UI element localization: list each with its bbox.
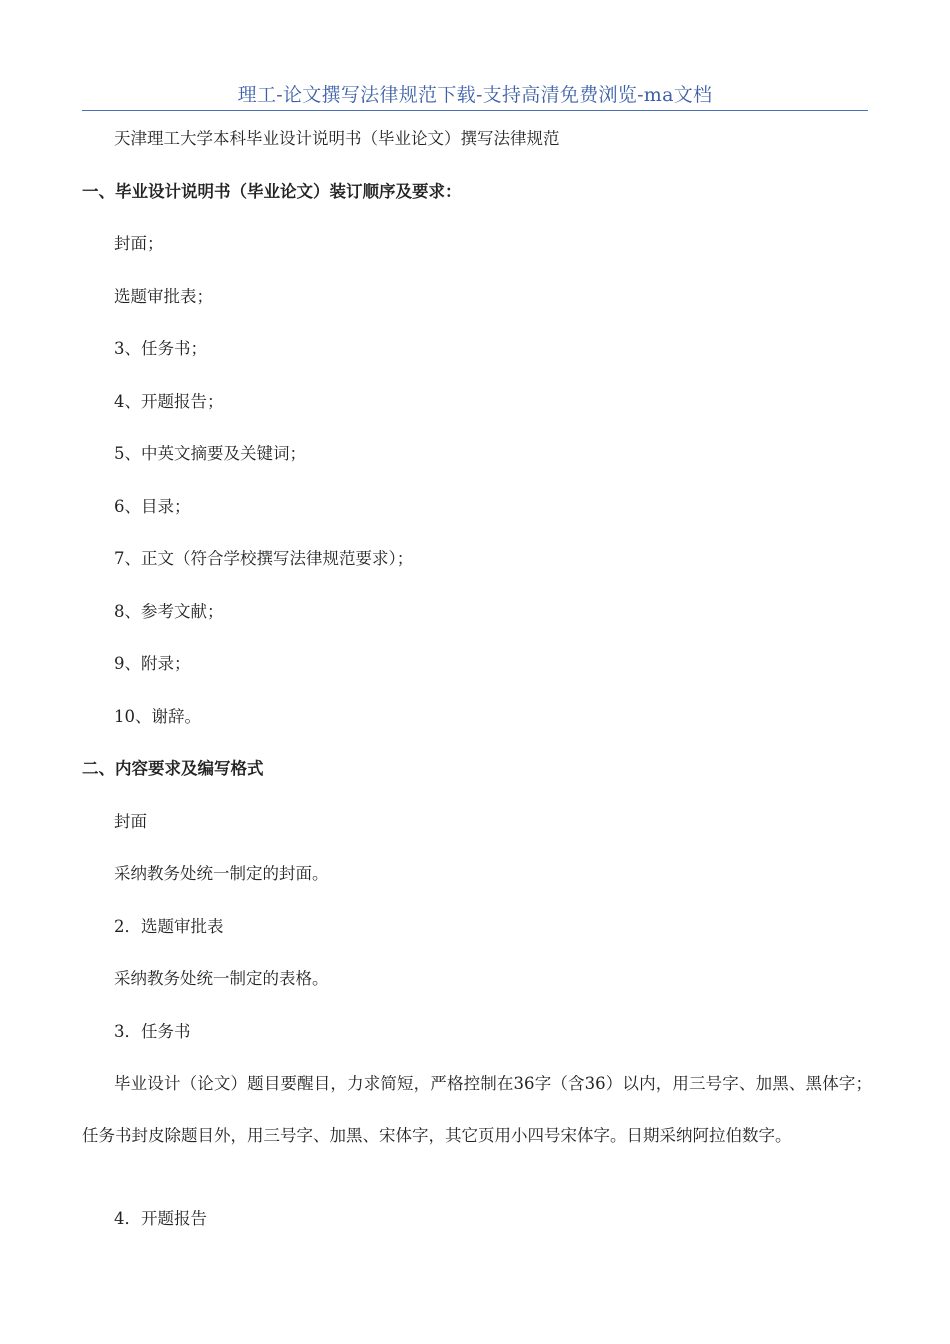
page-header xyxy=(82,82,868,111)
list-item: 封面； xyxy=(114,234,164,253)
cover-description: 采纳教务处统一制定的封面。 xyxy=(114,864,329,883)
list-item: 4、开题报告； xyxy=(114,392,224,411)
list-item: 选题审批表； xyxy=(114,287,213,306)
subsection-proposal-report: 4．开题报告 xyxy=(114,1209,207,1228)
subsection-task-book: 3．任务书 xyxy=(114,1022,191,1041)
task-book-paragraph: 毕业设计（论文）题目要醒目，力求简短，严格控制在36字（含36）以内，用三号字、加黑、黑体字；任务书封皮除题目外，用三号字、加黑、宋体字，其它页用小四号宋体字。日期采纳阿拉伯数字。 xyxy=(82,1074,872,1145)
list-item: 5、中英文摘要及关键词； xyxy=(114,444,306,463)
header-title: 理工-论文撰写法律规范下载-支持高清免费浏览-ma文档 xyxy=(237,84,713,106)
list-item: 8、参考文献； xyxy=(114,602,224,621)
list-item: 7、正文（符合学校撰写法律规范要求）； xyxy=(114,549,414,568)
list-item: 3、任务书； xyxy=(114,339,207,358)
list-item: 9、附录； xyxy=(114,654,191,673)
approval-form-description: 采纳教务处统一制定的表格。 xyxy=(114,969,329,988)
list-item: 10、谢辞。 xyxy=(114,707,201,726)
section-1-heading: 一、毕业设计说明书（毕业论文）装订顺序及要求： xyxy=(82,182,462,201)
list-item: 6、目录； xyxy=(114,497,191,516)
section-2-heading: 二、内容要求及编写格式 xyxy=(82,759,264,778)
subsection-approval-form: 2．选题审批表 xyxy=(114,917,224,936)
document-subtitle: 天津理工大学本科毕业设计说明书（毕业论文）撰写法律规范 xyxy=(114,129,560,148)
subsection-cover: 封面 xyxy=(114,812,147,831)
